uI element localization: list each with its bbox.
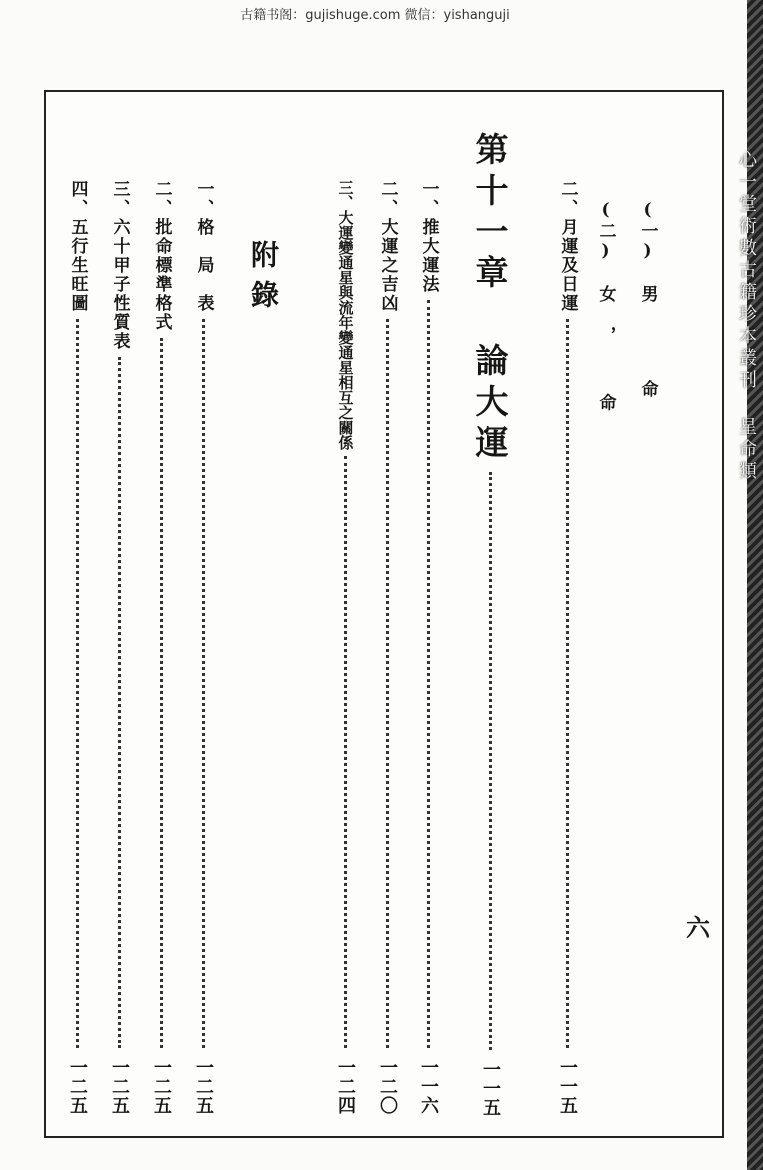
- toc-entry-ch11-1[interactable]: [413, 180, 443, 1115]
- toc-page-number: 一二五: [193, 1058, 214, 1115]
- toc-entry-month-day[interactable]: [552, 180, 582, 1115]
- toc-entry-appendix-1[interactable]: [188, 180, 218, 1115]
- toc-entry-male: [632, 200, 662, 399]
- leader-dots: [160, 338, 163, 1048]
- toc-entry-ch11-2[interactable]: [372, 180, 402, 1115]
- chapter-title: 第十一章 論大運: [470, 132, 510, 466]
- leader-dots: [386, 319, 389, 1048]
- toc-entry-label: 二、大運之吉凶: [377, 180, 398, 313]
- toc-entry-label: (一) 男 命: [637, 200, 658, 399]
- leader-dots: [118, 357, 121, 1048]
- toc-entry-appendix-4[interactable]: [62, 180, 92, 1115]
- page-side-mark: 六: [686, 913, 710, 942]
- toc-page-number: 一一五: [480, 1060, 501, 1117]
- toc-entry-label: 一、格 局 表: [193, 180, 214, 313]
- toc-entry-label: (二) 女 ， 命: [595, 200, 616, 413]
- leader-dots: [76, 319, 79, 1048]
- toc-entry-label: 二、批命標準格式: [151, 180, 172, 332]
- toc-page-number: 一二五: [109, 1058, 130, 1115]
- spine-text: 心一堂術數古籍珍本叢刊 星命類: [736, 150, 757, 483]
- appendix-title: 附錄: [247, 240, 280, 320]
- watermark: 古籍书阁：gujishuge.com 微信：yishanguji: [240, 8, 510, 23]
- toc-page-number: 一一六: [418, 1058, 439, 1115]
- toc-entry-label: 三、大運變通星與流年變通星相互之關係: [336, 180, 355, 450]
- toc-page-number: 一二五: [67, 1058, 88, 1115]
- appendix-heading: [243, 240, 283, 320]
- toc-entry-ch11-3[interactable]: [330, 180, 360, 1115]
- leader-dots: [344, 456, 347, 1048]
- toc-page-number: 一二四: [335, 1058, 356, 1115]
- leader-dots: [566, 319, 569, 1048]
- toc-entry-appendix-3[interactable]: [104, 180, 134, 1115]
- toc-entry-label: 三、六十甲子性質表: [109, 180, 130, 351]
- leader-dots: [202, 319, 205, 1048]
- toc-page-number: 一二五: [151, 1058, 172, 1115]
- leader-dots: [427, 300, 430, 1048]
- toc-entry-appendix-2[interactable]: [146, 180, 176, 1115]
- toc-entry-female: [590, 200, 620, 413]
- toc-page-number: 一二〇: [377, 1058, 398, 1115]
- toc-entry-label: 四、五行生旺圖: [67, 180, 88, 313]
- toc-entry-label: 一、推大運法: [418, 180, 439, 294]
- leader-dots: [489, 472, 492, 1050]
- chapter-heading[interactable]: [470, 132, 510, 1117]
- toc-page-number: 一一五: [557, 1058, 578, 1115]
- toc-entry-label: 二、月運及日運: [557, 180, 578, 313]
